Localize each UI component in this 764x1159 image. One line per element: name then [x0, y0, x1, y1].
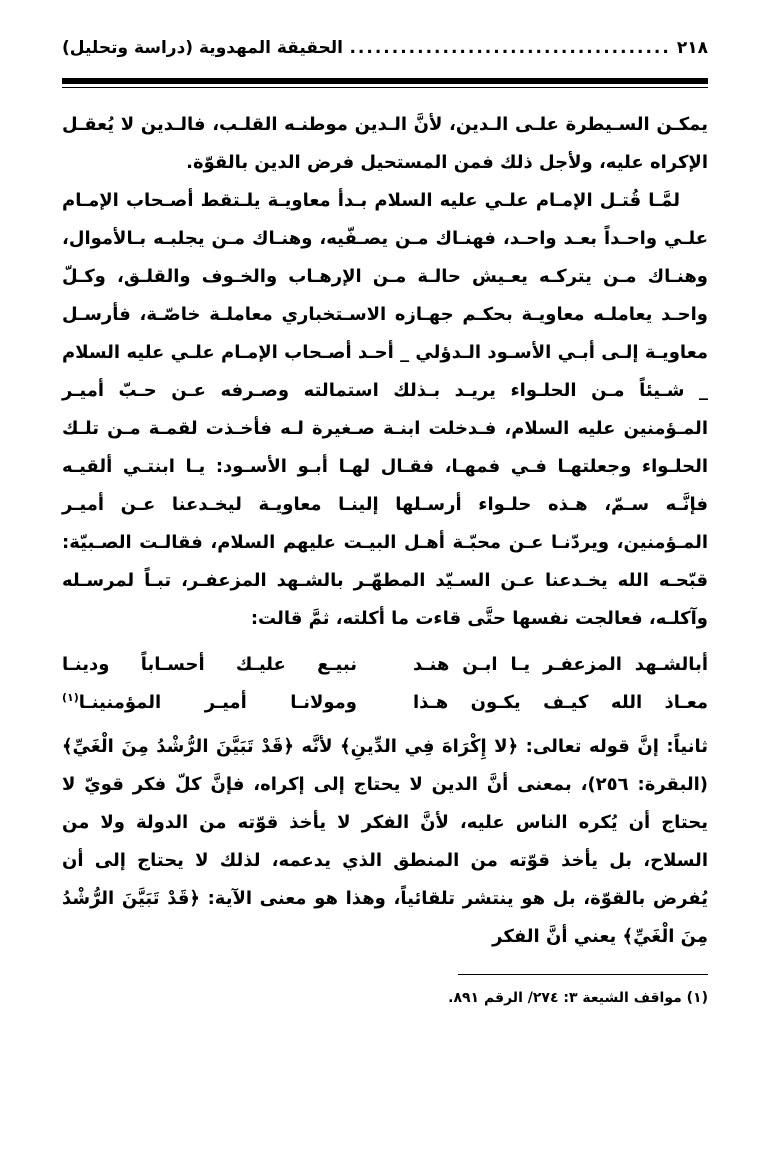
poem-hemistich-text: ومولانـا أميـر المؤمنينـا — [78, 692, 357, 713]
paragraph: ثانياً: إنَّ قوله تعالى: ﴿لا إِكْرَاهَ فِي الدِّينِ﴾ لأنَّه ﴿قَدْ تَبَيَّنَ الرُّشْدُ مِنَ الْغَيِّ﴾ (البقرة: ٢٥٦)، بمعنى أنَّ الدين لا يحتاج إلى إكراه، فإنَّ كلّ فكر قويّ لا يحتاج أن يُكره الناس عليه، لأنَّ الفكر لا يأخذ قوّته من الدولة ولا من السلاح، بل يأخذ قوّته من المنطق الذي يدعمه، لذلك لا يحتاج إلى أن يُفرض بالقوّة، بل هو ينتشر تلقائياً، وهذا هو معنى الآية: ﴿قَدْ تَبَيَّنَ الرُّشْدُ مِنَ الْغَيِّ﴾ يعني أنَّ الفكر — [62, 736, 708, 947]
running-header — [62, 38, 708, 74]
page-body — [62, 106, 708, 956]
poem-hemistich: معـاذ الله كيـف يكـون هـذا — [413, 692, 708, 713]
leader-dots — [349, 38, 671, 58]
poem-verse — [62, 684, 708, 722]
paragraph: يمكـن السـيطرة علـى الـدين، لأنَّ الـدين موطنـه القلـب، فالـدين لا يُعقـل الإكراه عليه، ولأجل ذلك فمن المستحيل فرض الدين بالقوّة. — [62, 114, 708, 173]
header-rule-thick — [62, 78, 708, 84]
poem-hemistich — [62, 684, 385, 722]
book-page — [62, 38, 708, 1011]
page-number: ٢١٨ — [676, 38, 708, 58]
header-rule-thin — [62, 87, 708, 88]
footnote-ref: (١) — [62, 691, 79, 704]
book-title: الحقيقة المهدوية (دراسة وتحليل) — [62, 38, 344, 58]
poem-hemistich: نبيـع عليـك أحسـاباً ودينـا — [62, 654, 357, 675]
poem-hemistich: أبالشـهد المزعفـر يـا ابـن هنـد — [413, 654, 708, 675]
poem-verse — [62, 646, 708, 684]
footnote: (١) مواقف الشيعة ٣: ٢٧٤/ الرقم ٨٩١. — [448, 990, 708, 1006]
paragraph: لمَّـا قُتـل الإمـام علـي عليه السلام بـدأ معاويـة يلـتقط أصـحاب الإمـام علـي واحـداً بعـد واحـد، فهنـاك مـن يصـفّيه، وهنـاك مـن يجلبـه بـالأموال، وهنـاك مـن يتركـه يعـيش حالـة مـن الإرهـاب والخـوف والقلـق، وكـلّ واحـد يعاملـه معاويـة بحكـم جهـازه الاسـتخباري معاملـة خاصّـة، فأرسـل معاويـة إلـى أبـي الأسـود الـدؤلي _ أحـد أصـحاب الإمـام علـي عليه السلام _ شـيئاً مـن الحلـواء يريـد بـذلك استمالته وصـرفه عـن حـبّ أميـر المـؤمنين عليه السلام، فـدخلت ابنـة صـغيرة لـه فأخـذت لقمـة مـن تلـك الحلـواء وجعلتهـا فـي فمهـا، فقـال لهـا أبـو الأسـود: يـا ابنتـي ألقيـه فإنَّـه سـمّ، هـذه حلـواء أرسـلها إلينـا معاويـة ليخـدعنا عـن أميـر المـؤمنين، ويردّنـا عـن محبّـة أهـل البيـت عليهم السلام، فقالـت الصـبيّة: قبّحـه الله يخـدعنا عـن السـيّد المطهّـر بالشـهد المزعفـر، تبـاً لمرسـله وآكلـه، فعالجت نفسها حتَّى قاءت ما أكلته، ثمَّ قالت: — [62, 190, 708, 629]
footnote-separator — [458, 974, 708, 975]
